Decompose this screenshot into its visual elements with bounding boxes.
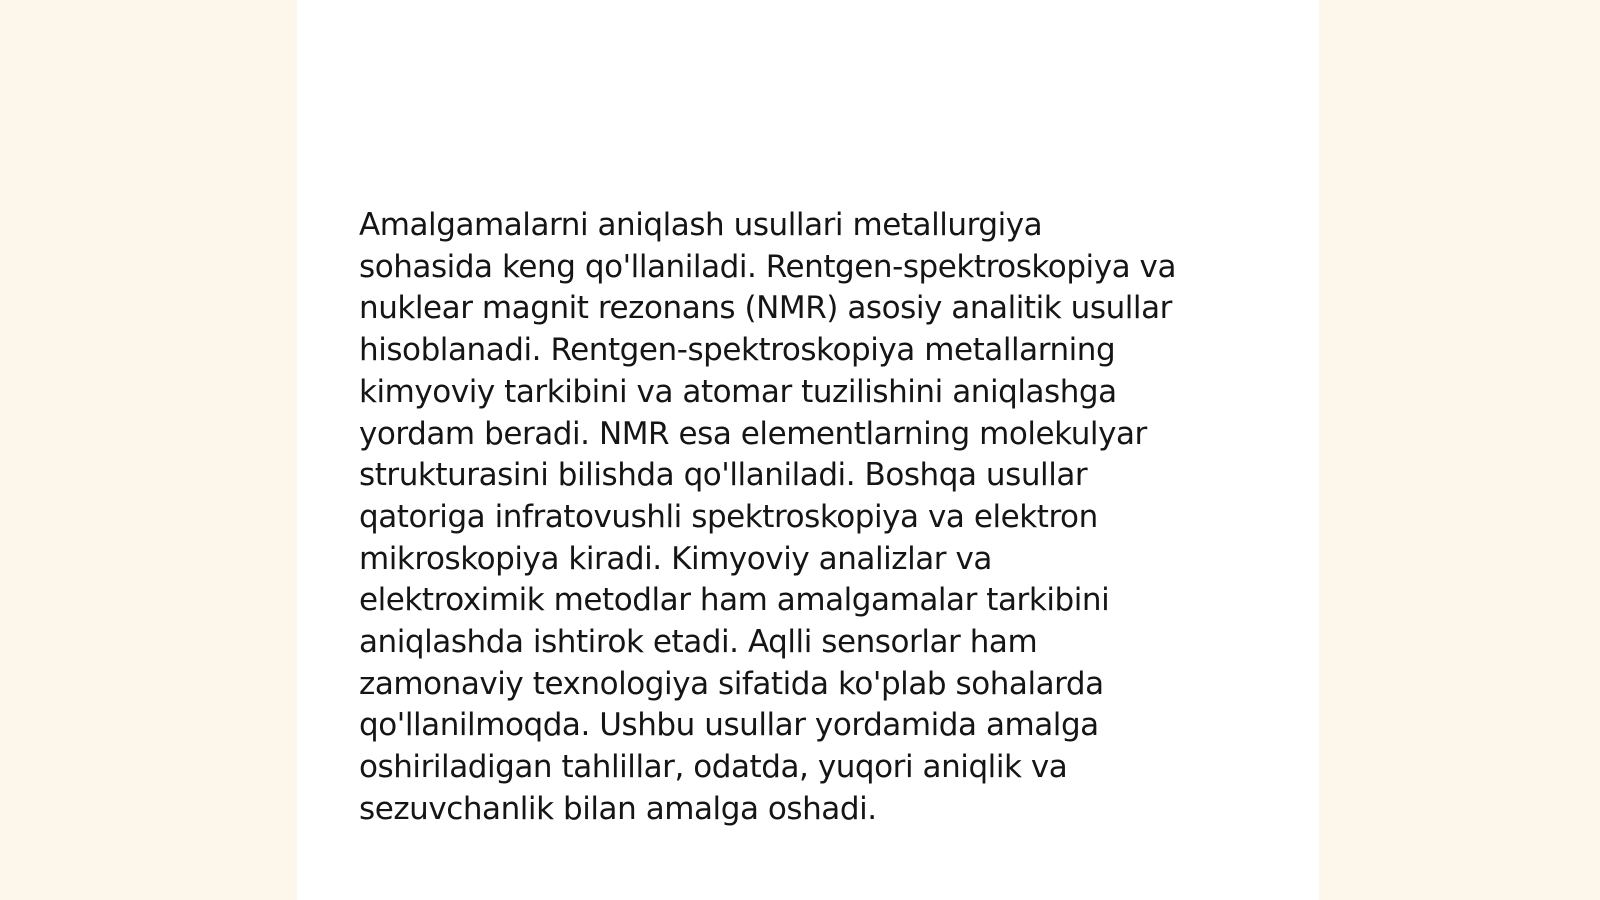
text-line: strukturasini bilishda qo'llaniladi. Boshqa usullar	[359, 457, 1088, 494]
text-line: mikroskopiya kiradi. Kimyoviy analizlar va	[359, 540, 992, 577]
text-line: sohasida keng qo'llaniladi. Rentgen-spektroskopiya va	[359, 248, 1176, 285]
text-line: sezuvchanlik bilan amalga oshadi.	[359, 790, 877, 827]
text-line: qatoriga infratovushli spektroskopiya va elektron	[359, 498, 1098, 535]
slide-page	[297, 0, 1319, 900]
text-line: oshiriladigan tahlillar, odatda, yuqori aniqlik va	[359, 749, 1068, 786]
text-line: elektroximik metodlar ham amalgamalar tarkibini	[359, 582, 1110, 619]
text-line: zamonaviy texnologiya sifatida ko'plab sohalarda	[359, 665, 1104, 702]
text-line: nuklear magnit rezonans (NMR) asosiy analitik usullar	[359, 290, 1172, 327]
text-line: aniqlashda ishtirok etadi. Aqlli sensorlar ham	[359, 624, 1038, 661]
text-line: yordam beradi. NMR esa elementlarning molekulyar	[359, 415, 1147, 452]
text-line: hisoblanadi. Rentgen-spektroskopiya metallarning	[359, 332, 1116, 369]
slide-body-text	[359, 205, 1259, 831]
text-line: kimyoviy tarkibini va atomar tuzilishini aniqlashga	[359, 373, 1117, 410]
text-line: qo'llanilmoqda. Ushbu usullar yordamida amalga	[359, 707, 1099, 744]
text-line: Amalgamalarni aniqlash usullari metallurgiya	[359, 207, 1043, 243]
